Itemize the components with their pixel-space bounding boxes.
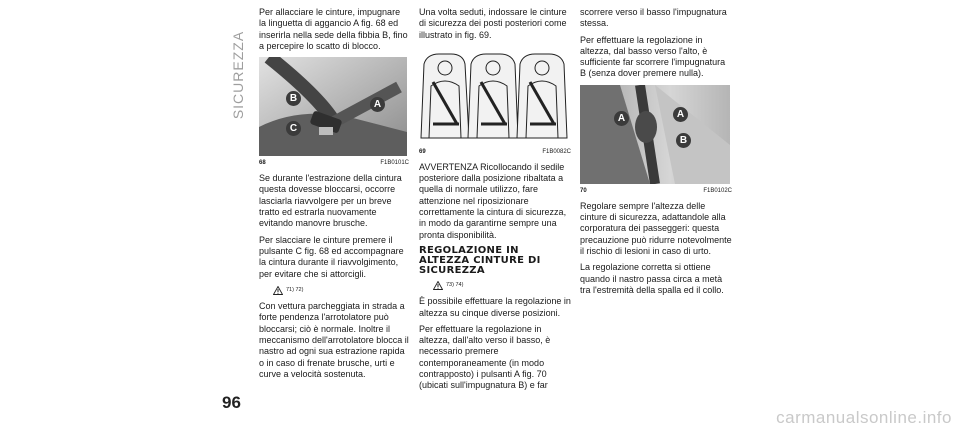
paragraph: Una volta seduti, indossare le cinture di sicurezza dei posti posteriori come illustrato in fig. 69.	[419, 7, 567, 40]
label-a-left: A	[614, 111, 629, 126]
label-b: B	[286, 91, 301, 106]
warning-icon	[273, 286, 283, 295]
seatbelt-buckle-illustration	[259, 57, 407, 156]
paragraph: Regolare sempre l'altezza delle cinture di sicurezza, adattandole alla corporatura dei passeggeri: questa precauzione può ridurre notevolmente il rischio di lesioni in caso di urto.	[580, 200, 732, 256]
paragraph: Per slacciare le cinture premere il pulsante C fig. 68 ed accompagnare la cintura durante il riavvolgimento, per evitare che si attorcigli.	[259, 234, 404, 279]
label-c: C	[286, 121, 301, 136]
figure-caption	[580, 187, 732, 195]
paragraph: È possibile effettuare la regolazione in altezza su cinque diverse posizioni.	[419, 296, 571, 318]
figure-number: 68	[259, 160, 266, 167]
height-adjuster-illustration	[580, 85, 730, 184]
label-a: A	[370, 97, 385, 112]
column-1	[259, 7, 409, 385]
label-a-right: A	[673, 107, 688, 122]
figure-number: 70	[580, 187, 587, 194]
figure-code: F1B0102C	[703, 187, 732, 194]
column-3	[580, 7, 732, 301]
page-number: 96	[222, 393, 241, 412]
figure-70	[580, 85, 730, 184]
paragraph: Con vettura parcheggiata in strada a forte pendenza l'arrotolatore può bloccarsi; ciò è normale. Inoltre il meccanismo dell'arrotolatore blocca il nastro ad ogni sua estrazione rapida o in caso di frenate brusche, urti e curve a velocità sostenuta.	[259, 301, 409, 379]
figure-69	[419, 46, 569, 145]
figure-caption	[259, 159, 409, 167]
figure-code: F1B0101C	[380, 160, 409, 167]
figure-code: F1B0082C	[542, 148, 571, 155]
paragraph: Se durante l'estrazione della cintura questa dovesse bloccarsi, occorre lasciarla riavvolgere per un breve tratto ed estrarla nuovamente evitando manovre brusche.	[259, 173, 402, 229]
paragraph: Per allacciare le cinture, impugnare la linguetta di aggancio A fig. 68 ed inserirla nella sede della fibbia B, fino a percepire lo scatto di blocco.	[259, 7, 408, 51]
column-2	[419, 7, 571, 397]
figure-68	[259, 57, 407, 156]
label-b: B	[676, 133, 691, 148]
figure-number: 69	[419, 148, 426, 155]
paragraph: AVVERTENZA Ricollocando il sedile posteriore dalla posizione ribaltata a quella di normale utilizzo, fare attenzione nel riposizionare correttamente la cintura di sicurezza, in modo da garantirne sempre una pronta disponibilità.	[419, 161, 567, 240]
warning-ref: 71) 72)	[273, 285, 409, 296]
warning-icon	[433, 281, 443, 290]
warning-ref: 73) 74)	[433, 280, 571, 291]
section-heading: REGOLAZIONE IN ALTEZZA CINTURE DI SICUREZZA	[419, 244, 541, 276]
figure-caption	[419, 148, 571, 156]
paragraph: scorrere verso il basso l'impugnatura stessa.	[580, 7, 727, 29]
paragraph: Per effettuare la regolazione in altezza, dall'alto verso il basso, è necessario premere contemporaneamente (in modo contrapposto) i pulsanti A fig. 70 (ubicati sull'impugnatura B) e far	[419, 323, 551, 391]
paragraph: Per effettuare la regolazione in altezza, dal basso verso l'alto, è sufficiente far scorrere l'impugnatura B (senza dover premere nulla).	[580, 34, 726, 79]
paragraph: La regolazione corretta si ottiene quando il nastro passa circa a metà tra l'estremità della spalla ed il collo.	[580, 262, 724, 295]
section-tab: SICUREZZA	[230, 30, 246, 120]
rear-seats-belts-illustration	[419, 46, 569, 145]
watermark: carmanualsonline.info	[776, 408, 952, 427]
